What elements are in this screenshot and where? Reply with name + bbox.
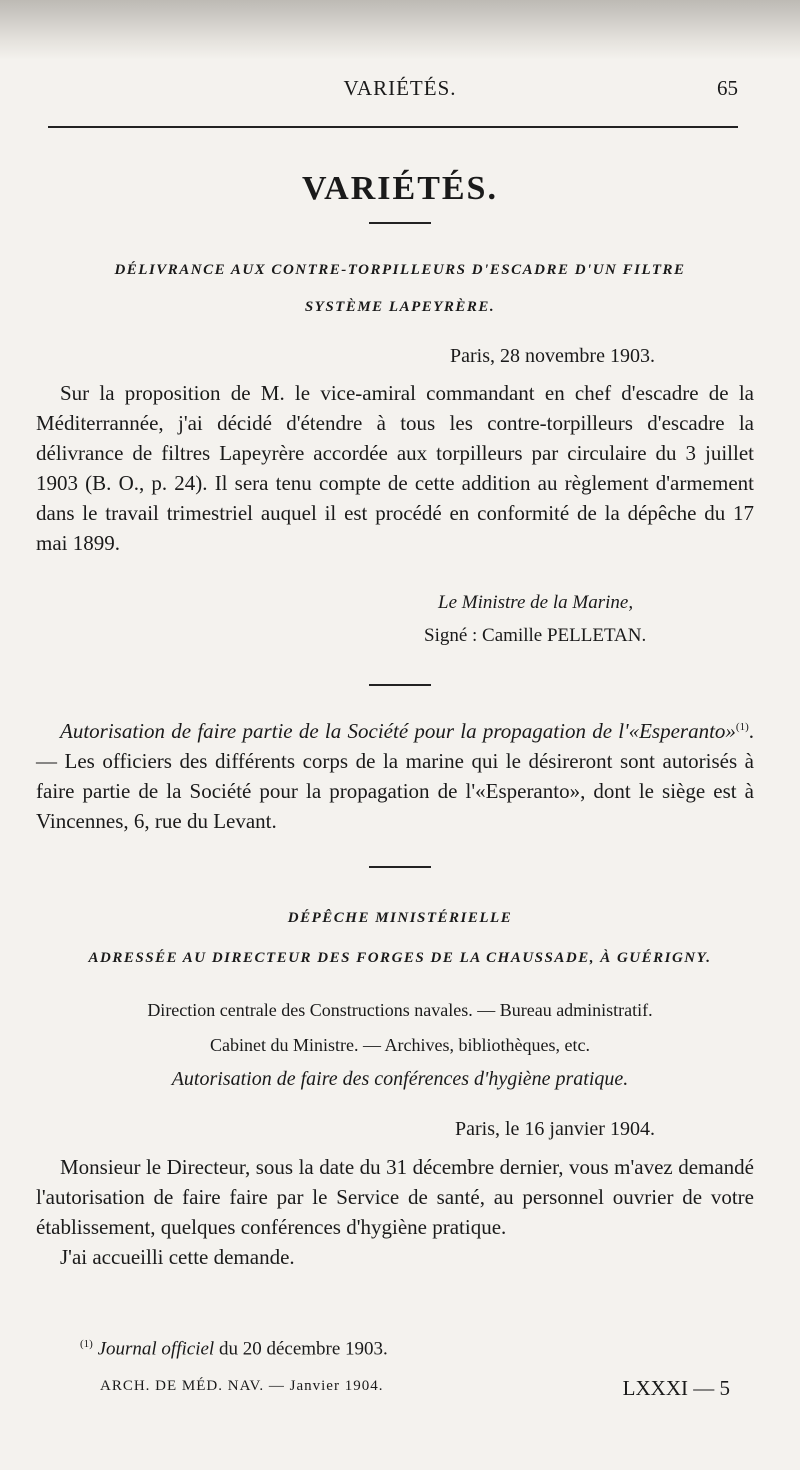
- scan-shadow: [0, 0, 800, 60]
- section2-title: Autorisation de faire partie de la Société pour la propagation de l'«Esperanto»: [60, 719, 736, 743]
- footnote-marker: (1): [80, 1338, 93, 1350]
- running-header: VARIÉTÉS.: [343, 76, 457, 100]
- footnote-source: Journal officiel: [97, 1338, 215, 1360]
- section2-body: . — Les officiers des différents corps de la marine qui le désireront sont autorisés à faire partie de la Société pour la propagation de l'«Esperanto», dont le siège est à Vincennes, 6, rue du Levant.: [36, 719, 754, 833]
- page-number: 65: [717, 76, 738, 100]
- section3-heading-line1: DÉPÊCHE MINISTÉRIELLE: [287, 910, 513, 926]
- section1-heading-line2: SYSTÈME LAPEYRÈRE.: [304, 299, 496, 315]
- section3-direction-line: Direction centrale des Constructions navales. — Bureau administratif.: [147, 1000, 653, 1020]
- signature-name: Signé : Camille PELLETAN.: [424, 625, 647, 646]
- section3-body: [36, 1152, 754, 1272]
- section1-heading-line1: DÉLIVRANCE AUX CONTRE-TORPILLEURS D'ESCADRE D'UN FILTRE: [114, 262, 686, 278]
- section2-paragraph: [36, 712, 754, 836]
- section3-dateline: Paris, le 16 janvier 1904.: [455, 1118, 655, 1140]
- section1-dateline: Paris, 28 novembre 1903.: [450, 345, 655, 367]
- footnote: [80, 1338, 388, 1360]
- header-rule: [48, 126, 738, 128]
- section-divider-1: [369, 684, 431, 686]
- section2-footnote-marker: (1): [735, 721, 749, 733]
- footer-signature-mark: LXXXI — 5: [622, 1376, 730, 1400]
- section1-body-text: Sur la proposition de M. le vice-amiral commandant en chef d'escadre de la Méditerrannée, j'ai décidé d'étendre à tous les contre-torpilleurs d'escadre la délivrance de filtres Lapeyrère accordée aux torpilleurs par circulaire du 3 juillet 1903 (B. O., p. 24). Il sera tenu compte de cette addition au règlement d'armement dans le travail trimestriel auquel il est procédé en conformité de la dépêche du 17 mai 1899.: [36, 381, 754, 555]
- section3-heading-line2: ADRESSÉE AU DIRECTEUR DES FORGES DE LA CHAUSSADE, À GUÉRIGNY.: [88, 950, 712, 966]
- footer-citation: ARCH. DE MÉD. NAV. — Janvier 1904.: [100, 1378, 384, 1394]
- main-title: VARIÉTÉS.: [302, 170, 498, 207]
- section-divider-2: [369, 866, 431, 868]
- section3-cabinet-line: Cabinet du Ministre. — Archives, bibliothèques, etc.: [210, 1035, 590, 1055]
- section3-closing: J'ai accueilli cette demande.: [60, 1245, 295, 1269]
- title-divider: [369, 222, 431, 224]
- footnote-rest: du 20 décembre 1903.: [214, 1338, 388, 1360]
- section1-body: [36, 378, 754, 558]
- signature-role: Le Ministre de la Marine,: [438, 592, 634, 613]
- section3-subject-line: Autorisation de faire des conférences d'hygiène pratique.: [171, 1068, 629, 1090]
- section3-body-text: Monsieur le Directeur, sous la date du 31 décembre dernier, vous m'avez demandé l'autorisation de faire faire par le Service de santé, au personnel ouvrier de votre établissement, quelques conférences d'hygiène pratique.: [36, 1155, 754, 1239]
